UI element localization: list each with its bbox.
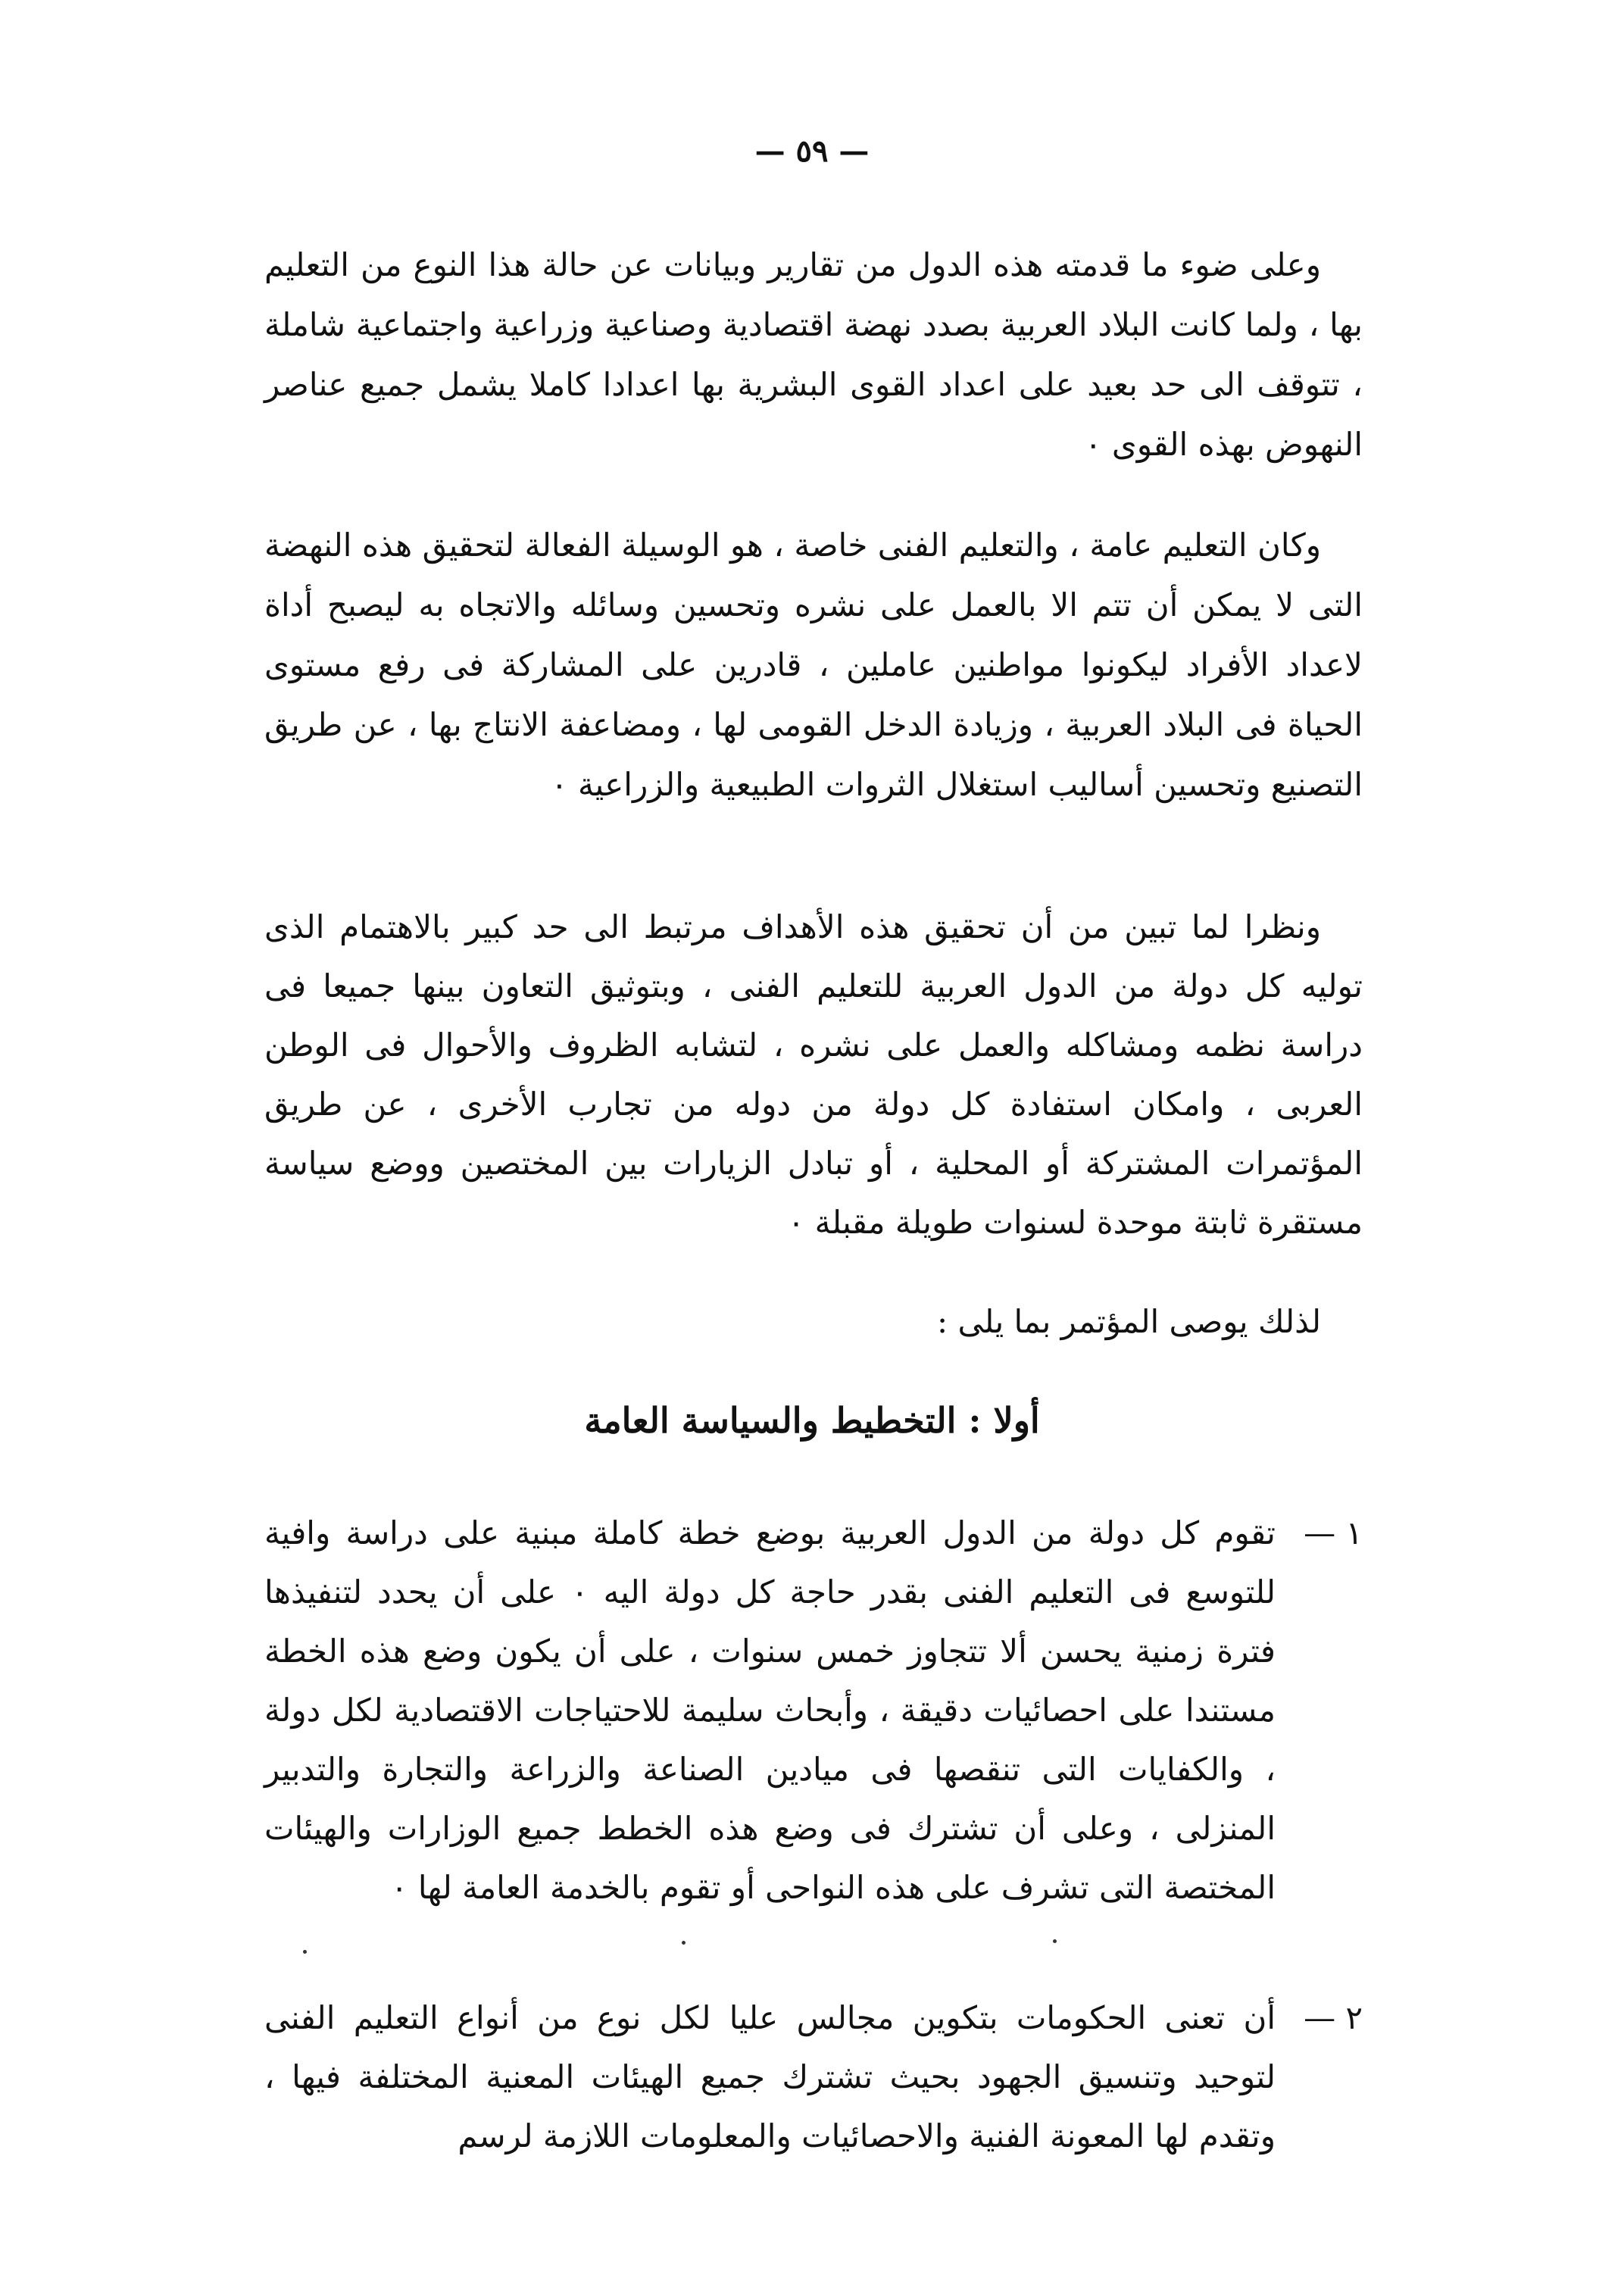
paragraph-3: [264, 898, 1363, 1252]
page-number: — ٥٩ —: [754, 133, 870, 169]
recommendation-intro: لذلك يوصى المؤتمر بما يلى :: [937, 1303, 1321, 1340]
section-heading: أولا : التخطيط والسياسة العامة: [584, 1400, 1040, 1441]
list-item-number: ٢ —: [1304, 1999, 1363, 2036]
scan-speck: [303, 1950, 307, 1954]
paragraph-3-text: ونظرا لما تبين من أن تحقيق هذه الأهداف مرتبط الى حد كبير بالاهتمام الذى توليه كل دولة من الدول العربية للتعليم الفنى ، وبتوثيق التعاون بينها جميعا فى دراسة نظمه ومشاكله والعمل على نشره ، لتشابه الظروف والأحوال فى الوطن العربى ، وامكان استفادة كل دولة من دوله من تجارب الأخرى ، عن طريق المؤتمرات المشتركة أو المحلية ، أو تبادل الزيارات بين المختصين ووضع سياسة مستقرة ثابتة موحدة لسنوات طويلة مقبلة ٠: [264, 908, 1363, 1241]
scan-speck: [1053, 1939, 1057, 1943]
paragraph-2: [264, 515, 1363, 814]
list-item-text: تقوم كل دولة من الدول العربية بوضع خطة كاملة مبنية على دراسة وافية للتوسع فى التعليم الفنى بقدر حاجة كل دولة اليه ٠ على أن يحدد لتنفيذها فترة زمنية يحسن ألا تتجاوز خمس سنوات ، على أن يكون وضع هذه الخطة مستندا على احصائيات دقيقة ، وأبحاث سليمة للاحتياجات الاقتصادية لكل دولة ، والكفايات التى تنقصها فى ميادين الصناعة والزراعة والتجارة والتدبير المنزلى ، وعلى أن تشترك فى وضع هذه الخطط جميع الوزارات والهيئات المختصة التى تشرف على هذه النواحى أو تقوم بالخدمة العامة لها ٠: [264, 1514, 1276, 1906]
list-item-text: أن تعنى الحكومات بتكوين مجالس عليا لكل نوع من أنواع التعليم الفنى لتوحيد وتنسيق الجهود بحيث تشترك جميع الهيئات المعنية المختلفة فيها ، وتقدم لها المعونة الفنية والاحصائيات والمعلومات اللازمة لرسم: [264, 1999, 1276, 2154]
paragraph-1-text: وعلى ضوء ما قدمته هذه الدول من تقارير وبيانات عن حالة هذا النوع من التعليم بها ، ولما كانت البلاد العربية بصدد نهضة اقتصادية وصناعية وزراعية واجتماعية شاملة ، تتوقف الى حد بعيد على اعداد القوى البشرية بها اعدادا كاملا يشمل جميع عناصر النهوض بهذه القوى ٠: [264, 246, 1363, 463]
paragraph-1: [264, 235, 1363, 474]
list-item: [264, 1989, 1363, 2166]
list-item: [264, 1504, 1363, 1917]
scan-speck: [682, 1941, 686, 1945]
list-item-number: ١ —: [1304, 1514, 1363, 1551]
paragraph-4: [264, 1295, 1363, 1348]
paragraph-2-text: وكان التعليم عامة ، والتعليم الفنى خاصة ، هو الوسيلة الفعالة لتحقيق هذه النهضة التى لا يمكن أن تتم الا بالعمل على نشره وتحسين وسائله والاتجاه به ليصبح أداة لاعداد الأفراد ليكونوا مواطنين عاملين ، قادرين على المشاركة فى رفع مستوى الحياة فى البلاد العربية ، وزيادة الدخل القومى لها ، ومضاعفة الانتاج بها ، عن طريق التصنيع وتحسين أساليب استغلال الثروات الطبيعية والزراعية ٠: [264, 526, 1363, 803]
